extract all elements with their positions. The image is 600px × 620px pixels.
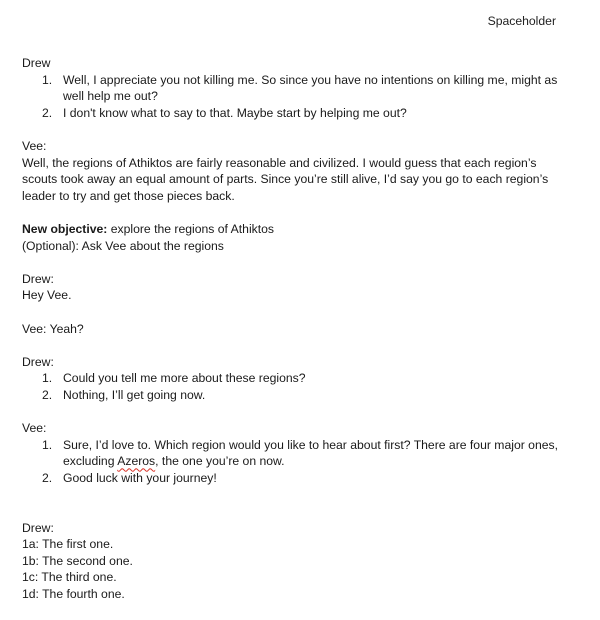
list-number: 1. [42,371,53,386]
list-item [22,470,562,487]
list-item [22,72,562,105]
objective-text: explore the regions of Athiktos [107,221,275,236]
dialogue-options-list [22,370,562,403]
speaker-label: Drew: [22,271,54,286]
text-segment: Sure, I’d love to. Which region would you like to hear about first? There are four major ones, excluding [63,437,558,469]
speaker-label: Vee: [22,421,47,436]
list-item-text: Nothing, I’ll get going now. [63,387,206,402]
dialogue-line: Hey Vee. [22,288,72,303]
list-item [22,387,562,404]
dialogue-line: Vee: Yeah? [22,321,84,336]
dialogue-options-list [22,437,562,487]
list-item-text [63,438,558,469]
speaker-label: Drew: [22,354,54,369]
dialogue-options-list [22,72,562,122]
list-number: 2. [42,470,53,485]
choice-line: 1b: The second one. [22,553,133,568]
choice-line: 1c: The third one. [22,570,117,585]
list-number: 2. [42,387,53,402]
list-item [22,370,562,387]
speaker-label: Drew: [22,520,54,535]
list-item-text: I don't know what to say to that. Maybe start by helping me out? [63,105,407,120]
list-item-text: Well, I appreciate you not killing me. So since you have no intentions on killing me, might as well help me out? [63,72,558,104]
list-item-text: Could you tell me more about these regions? [63,371,306,386]
list-item [22,105,562,122]
list-item-text: Good luck with your journey! [63,470,217,485]
list-item [22,437,562,470]
dialogue-paragraph: Well, the regions of Athiktos are fairly reasonable and civilized. I would guess that each region’s scouts took away an equal amount of parts. Since you’re still alive, I’d say you go to each region’s leader to try and get those pieces back. [22,155,549,203]
speaker-label: Vee: [22,138,47,153]
page-header: Spaceholder [487,14,556,28]
optional-objective: (Optional): Ask Vee about the regions [22,238,224,253]
list-number: 2. [42,105,53,120]
spellcheck-flagged-word[interactable]: Azeros [117,454,156,469]
list-number: 1. [42,437,53,452]
objective-label: New objective: [22,221,108,236]
list-number: 1. [42,72,53,87]
speaker-label: Drew [22,56,51,70]
objective-line [22,221,562,238]
document-body[interactable] [22,55,562,603]
text-segment: , the one you’re on now. [155,454,285,469]
choice-line: 1a: The first one. [22,537,114,552]
choice-line: 1d: The fourth one. [22,587,125,601]
